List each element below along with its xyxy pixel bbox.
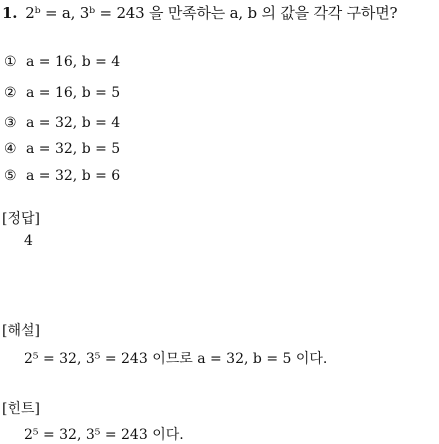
choice-4[interactable] [4,141,120,157]
choice-1-mark: ① [4,54,17,70]
choice-3[interactable] [4,115,120,131]
question-text: 2ᵇ = a, 3ᵇ = 243 을 만족하는 a, b 의 값을 각각 구하면? [25,4,398,22]
choice-3-text: a = 32, b = 4 [26,115,121,131]
choice-2-mark: ② [4,85,17,101]
choice-2-text: a = 16, b = 5 [26,85,121,101]
answer-value: 4 [24,233,33,249]
explanation-label: [해설] [2,323,40,339]
choice-4-text: a = 32, b = 5 [26,141,121,157]
hint-text: 2⁵ = 32, 3⁵ = 243 이다. [24,427,184,443]
hint-label: [힌트] [2,401,40,417]
choice-2[interactable] [4,85,120,101]
choice-5-text: a = 32, b = 6 [26,168,121,184]
explanation-text: 2⁵ = 32, 3⁵ = 243 이므로 a = 32, b = 5 이다. [24,351,328,367]
choice-3-mark: ③ [4,115,17,131]
choice-5[interactable] [4,168,120,184]
question-number: 1. [2,4,18,22]
choice-5-mark: ⑤ [4,168,17,184]
choice-1[interactable] [4,54,120,70]
choice-4-mark: ④ [4,141,17,157]
answer-label: [정답] [2,211,40,227]
choice-1-text: a = 16, b = 4 [26,54,121,70]
question-stem [2,2,397,23]
